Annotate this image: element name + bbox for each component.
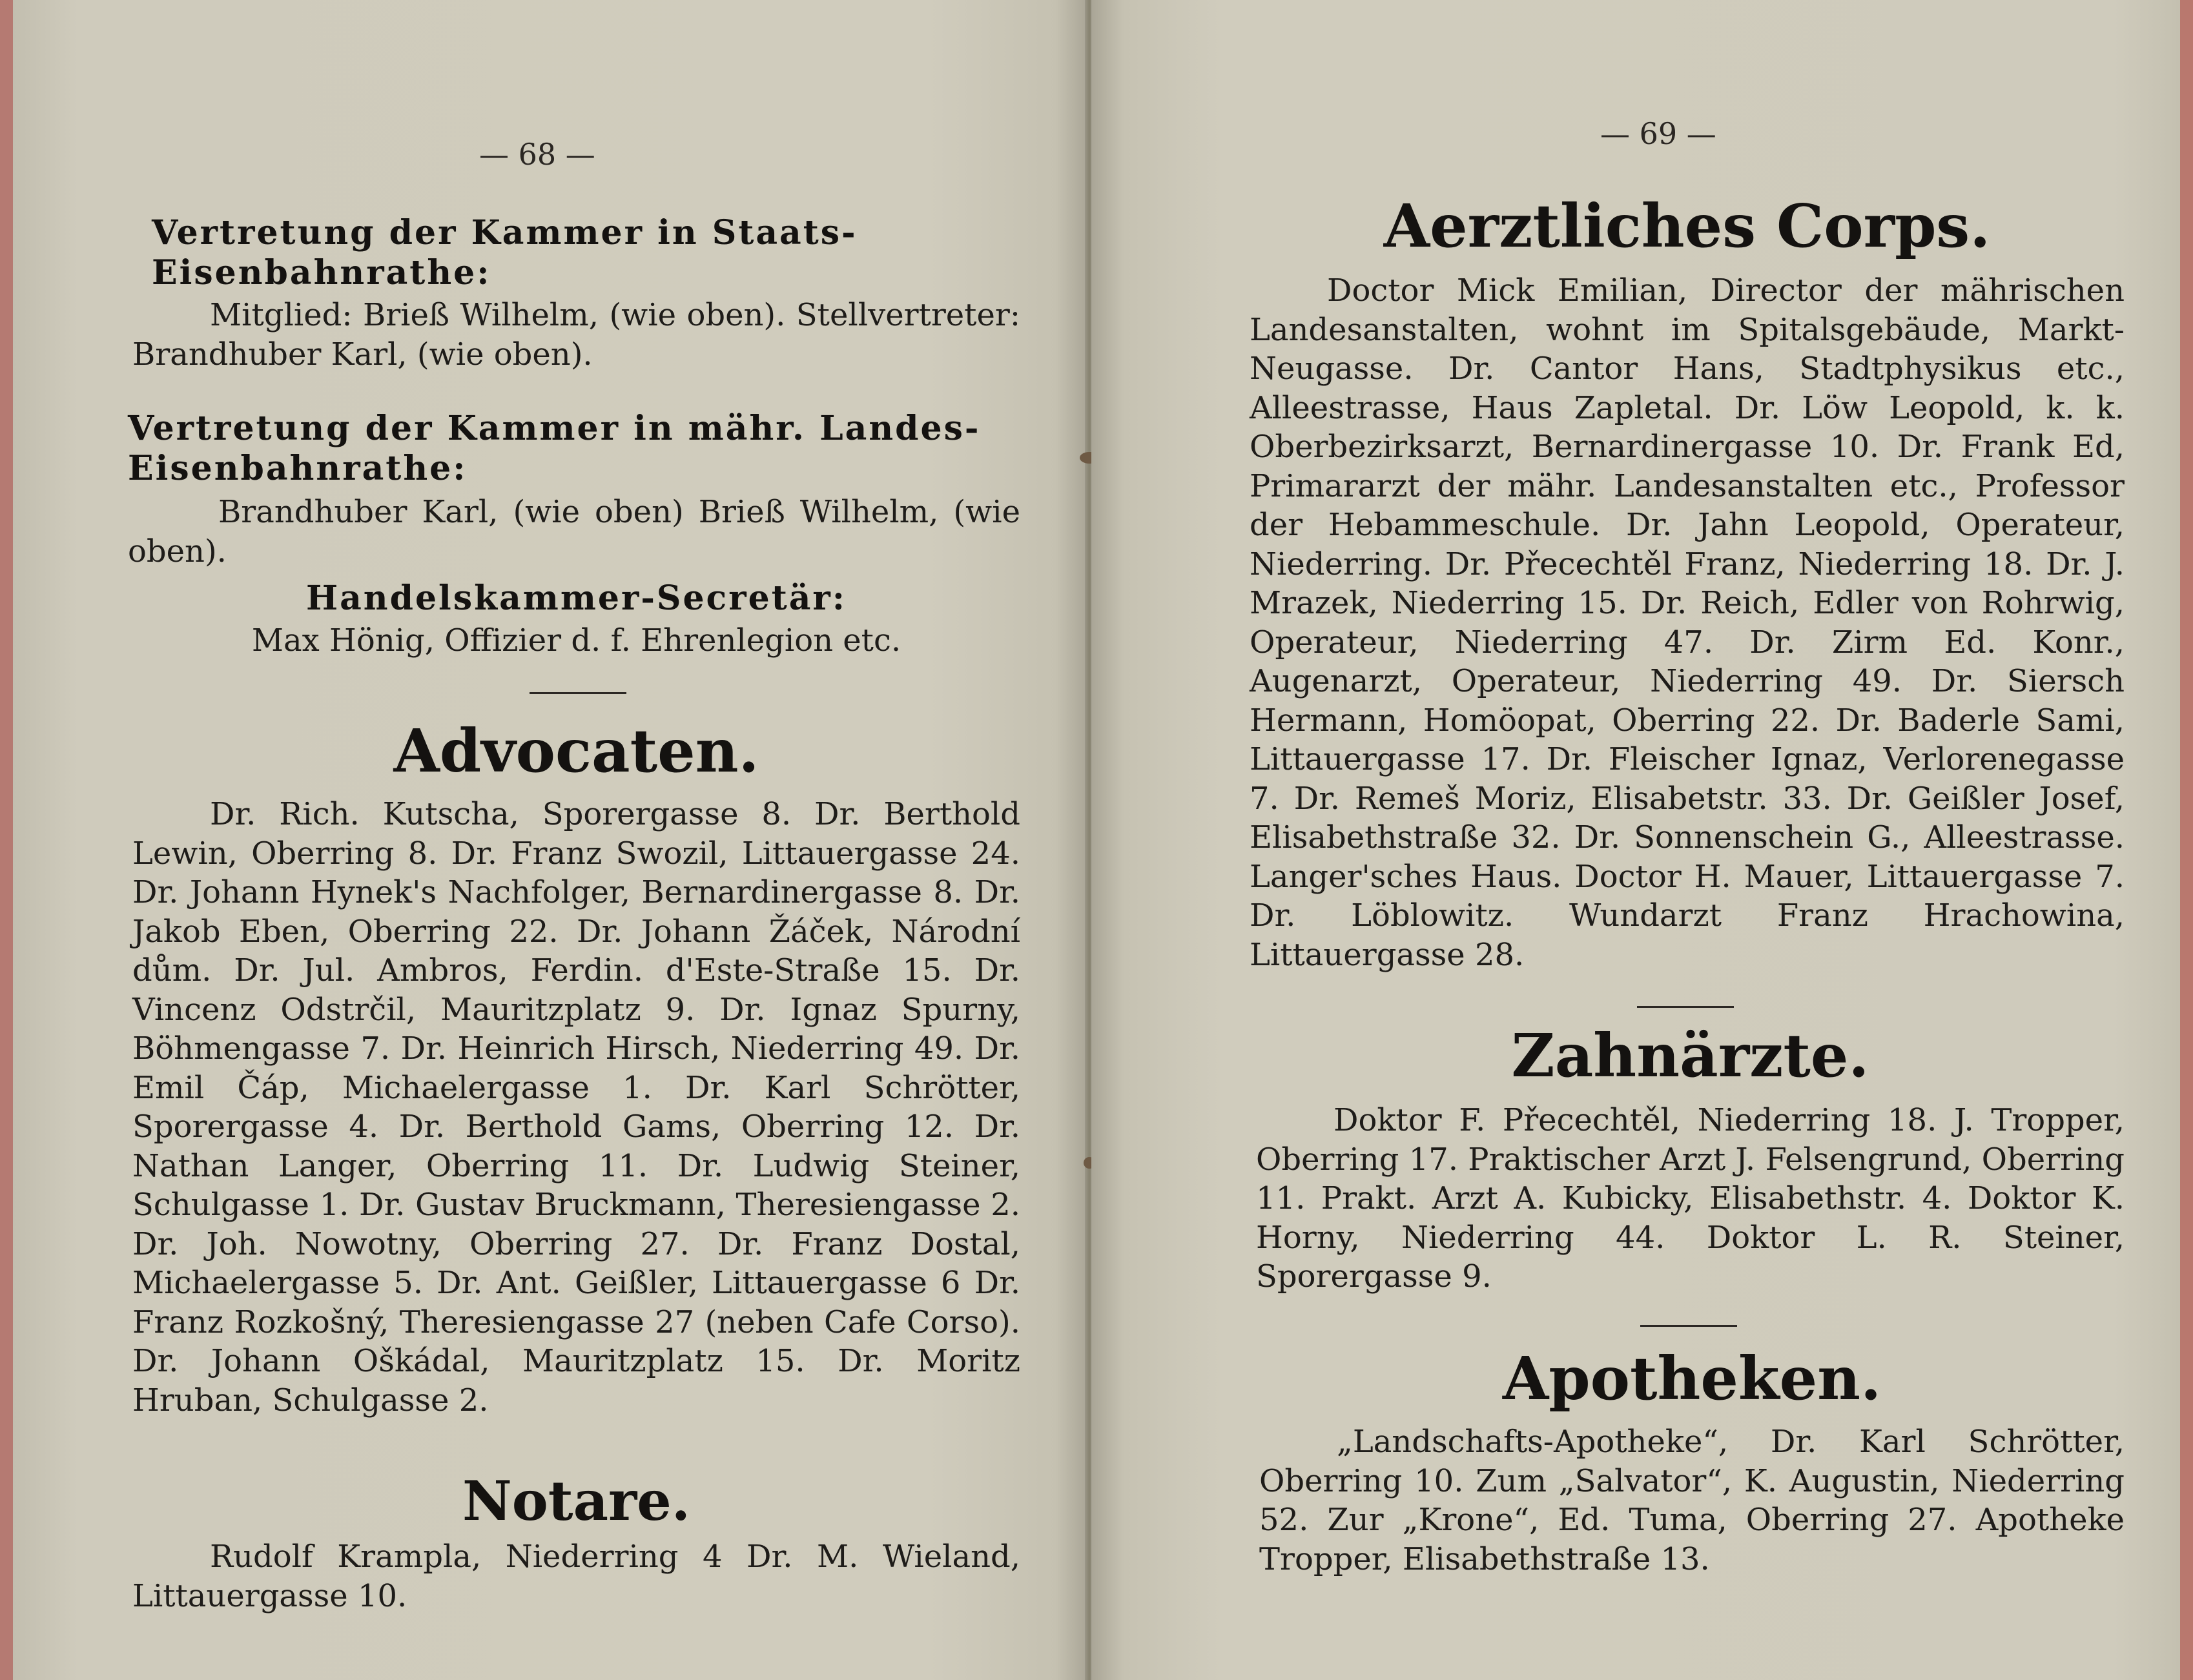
section-heading: Handelskammer-Secretär: [305,579,847,618]
page-number: — 68 — [479,137,595,172]
section-heading: Vertretung der Kammer in Staats-Eisenbahnrathe: [152,213,858,292]
advocaten-text: Dr. Rich. Kutscha, Sporergasse 8. Dr. Berthold Lewin, Oberring 8. Dr. Franz Swozil, Littauergasse 24. Dr. Johann Hynek's Nachfolger, Bernardinergasse 8. Dr. Jakob Eben, Oberring 22. Dr. Johann Žáček, Národní dům. Dr. Jul. Ambros, Ferdin. d'Este-Straße 15. Dr. Vincenz Odstrčil, Mauritzplatz 9. Dr. Ignaz Spurny, Böhmengasse 7. Dr. Heinrich Hirsch, Niederring 49. Dr. Emil Čáp, Michaelergasse 1. Dr. Karl Schrötter, Sporergasse 4. Dr. Berthold Gams, Oberring 12. Dr. Nathan Langer, Oberring 11. Dr. Ludwig Steiner, Schulgasse 1. Dr. Gustav Bruckmann, Theresiengasse 2. Dr. Joh. Nowotny, Oberring 27. Dr. Franz Dostal, Michaelergasse 5. Dr. Ant. Geißler, Littauergasse 6 Dr. Franz Rozkošný, Theresiengasse 27 (neben Cafe Corso). Dr. Johann Oškádal, Mauritzplatz 15. Dr. Moritz Hruban, Schulgasse 2. [132,796,1020,1419]
section-apotheken [1259,1346,2125,1579]
section-advocaten [132,716,1020,1420]
zahnaerzte-text: Doktor F. Přecechtěl, Niederring 18. J. Tropper, Oberring 17. Praktischer Arzt J. Felsengrund, Oberring 11. Prakt. Arzt A. Kubicky, Elisabethstr. 4. Doktor K. Horny, Niederring 44. Doktor L. R. Steiner, Sporergasse 9. [1256,1102,2125,1295]
divider-rule [1637,1006,1734,1008]
section-zahnaerzte [1256,1023,2125,1296]
book-cover-edge-left [0,0,13,1680]
notare-heading: Notare. [462,1469,690,1533]
notare-text: Rudolf Krampla, Niederring 4 Dr. M. Wieland, Littauergasse 10. [132,1539,1020,1614]
section-notare [132,1469,1020,1615]
section-handelskammer-secretaer [132,579,1020,661]
section-aerztliches-corps [1250,191,2125,974]
aerztliches-corps-heading: Aerztliches Corps. [1383,191,1991,261]
right-page [1091,0,2180,1680]
section-text: Max Hönig, Offizier d. f. Ehrenlegion etc. [251,622,901,659]
zahnaerzte-heading: Zahnärzte. [1511,1021,1869,1091]
page-number: — 69 — [1600,116,1716,151]
book-cover-edge-right [2180,0,2193,1680]
divider-rule [1640,1325,1737,1327]
left-page [13,0,1088,1680]
apotheken-text: „Landschafts-Apotheke“, Dr. Karl Schrötter, Oberring 10. Zum „Salvator“, K. Augustin, Niederring 52. Zur „Krone“, Ed. Tuma, Oberring 27. Apotheke Tropper, Elisabethstraße 13. [1259,1424,2125,1577]
section-heading: Vertretung der Kammer in mähr. Landes-Eisenbahnrathe: [128,409,981,488]
section-staats-eisenbahnrath [132,213,1020,374]
section-text: Brandhuber Karl, (wie oben) Brieß Wilhelm, (wie oben). [128,494,1020,569]
divider-rule [530,692,626,694]
aerztliches-corps-text: Doctor Mick Emilian, Director der mährischen Landesanstalten, wohnt im Spitalsgebäude, Markt-Neugasse. Dr. Cantor Hans, Stadtphysikus etc., Alleestrasse, Haus Zapletal. Dr. Löw Leopold, k. k. Oberbezirksarzt, Bernardinergasse 10. Dr. Frank Ed, Primararzt der mähr. Landesanstalten etc., Professor der Hebammeschule. Dr. Jahn Leopold, Operateur, Niederring. Dr. Přecechtěl Franz, Niederring 18. Dr. J. Mrazek, Niederring 15. Dr. Reich, Edler von Rohrwig, Operateur, Niederring 47. Dr. Zirm Ed. Konr., Augenarzt, Operateur, Niederring 49. Dr. Siersch Hermann, Homöopat, Oberring 22. Dr. Baderle Sami, Littauergasse 17. Dr. Fleischer Ignaz, Verlorenegasse 7. Dr. Remeš Moriz, Elisabetstr. 33. Dr. Geißler Josef, Elisabethstraße 32. Dr. Sonnenschein G., Alleestrasse. Langer'sches Haus. Doctor H. Mauer, Littauergasse 7. Dr. Löblowitz. Wundarzt Franz Hrachowina, Littauergasse 28. [1250,272,2125,973]
section-landes-eisenbahnrath [128,409,1020,571]
apotheken-heading: Apotheken. [1502,1344,1882,1413]
section-text: Mitglied: Brieß Wilhelm, (wie oben). Stellvertreter: Brandhuber Karl, (wie oben). [132,297,1020,373]
advocaten-heading: Advocaten. [393,716,759,786]
